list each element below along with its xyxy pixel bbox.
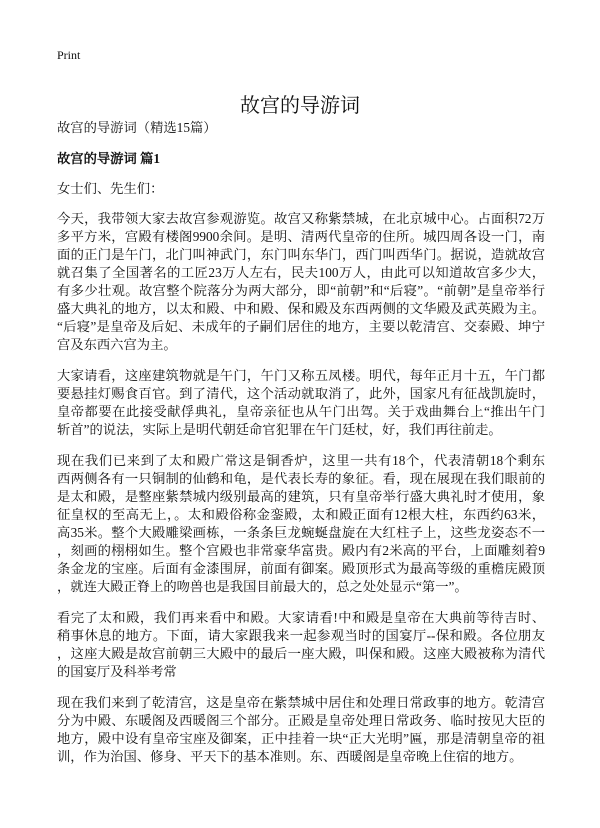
paragraph-line: 今天，我带领大家去故宫参观游览。故宫又称紫禁城，在北京城中心。占面积72万 <box>57 211 545 226</box>
paragraph <box>57 609 545 681</box>
paragraph-line: ，这座大殿是故宫前朝三大殿中的最后一座大殿，叫保和殿。这座大殿被称为清代 <box>57 646 545 661</box>
paragraph-line: 大家请看，这座建筑物就是午门，午门又称五凤楼。明代，每年正月十五，午门都 <box>57 368 545 383</box>
paragraph <box>57 452 545 596</box>
paragraph-line: 斩首”的说法，实际上是明代朝廷命官犯罪在午门廷杖，好，我们再往前走。 <box>57 422 502 437</box>
paragraph <box>57 367 545 439</box>
paragraph-line: 条金龙的宝座。后面有金漆围屏，前面有御案。殿顶形式为最高等级的重檐庑殿顶 <box>57 561 545 576</box>
paragraph-line: 的国宴厅及科举考常 <box>57 664 177 679</box>
print-link[interactable]: Print <box>57 48 81 62</box>
greeting: 女士们、先生们： <box>57 181 164 196</box>
paragraph-line: ，刻画的栩栩如生。整个宫殿也非常豪华富贵。殿内有2米高的平台，上面雕刻着9 <box>57 543 545 558</box>
document-body <box>57 210 545 779</box>
paragraph-line: 分为中殿、东暖阁及西暖阁三个部分。正殿是皇帝处理日常政务、临时按见大臣的 <box>57 713 545 728</box>
paragraph-line: ，就连大殿正脊上的吻兽也是我国目前最大的，总之处处显示“第一”。 <box>57 579 468 594</box>
section-heading: 故宫的导游词 篇1 <box>57 151 161 166</box>
paragraph-line: 要悬挂灯赐食百官。到了清代，这个活动就取消了，此外，国家凡有征战凯旋时， <box>57 386 545 401</box>
paragraph-line: 有多少壮观。故宫整个院落分为两大部分，即“前朝”和“后寝”。“前朝”是皇帝举行 <box>57 283 545 298</box>
paragraph-line: 现在我们来到了乾清宫，这是皇帝在紫禁城中居住和处理日常政事的地方。乾清宫 <box>57 695 545 710</box>
paragraph-line: 征皇权的至高无上，。太和殿俗称金銮殿，太和殿正面有12根大柱，东西约63米， <box>57 507 545 522</box>
document-subtitle: 故宫的导游词（精选15篇） <box>57 120 217 135</box>
paragraph-line: 西两侧各有一只铜制的仙鹤和龟，是代表长寿的象征。看，现在展现在我们眼前的 <box>57 471 545 486</box>
paragraph-line: 现在我们已来到了太和殿广常这是铜香炉，这里一共有18个，代表清朝18个剩东 <box>57 453 545 468</box>
document-title: 故宫的导游词 <box>240 95 360 118</box>
paragraph-line: 训，作为治国、修身、平天下的基本准则。东、西暖阁是皇帝晚上住宿的地方。 <box>57 749 523 764</box>
paragraph-line: 面的正门是午门，北门叫神武门，东门叫东华门，西门叫西华门。据说，造就故宫 <box>57 247 545 262</box>
paragraph <box>57 210 545 354</box>
paragraph <box>57 694 545 766</box>
paragraph-line: 看完了太和殿，我们再来看中和殿。大家请看!中和殿是皇帝在大典前等待吉时、 <box>57 610 545 625</box>
paragraph-line: 皇帝都要在此接受献俘典礼，皇帝亲征也从午门出驾。关于戏曲舞台上“推出午门 <box>57 404 545 419</box>
paragraph-line: 就召集了全国著名的工匠23万人左右，民夫100万人，由此可以知道故宫多少大， <box>57 265 545 280</box>
paragraph-line: 稍事休息的地方。下面，请大家跟我来一起参观当时的国宴厅--保和殿。各位朋友 <box>57 628 545 643</box>
paragraph-line: 盛大典礼的地方，以太和殿、中和殿、保和殿及东西两侧的文华殿及武英殿为主。 <box>57 301 545 316</box>
paragraph-line: 宫及东西六宫为主。 <box>57 337 177 352</box>
paragraph-line: 地方，殿中设有皇帝宝座及御案，正中挂着一块“正大光明”匾，那是清朝皇帝的祖 <box>57 731 545 746</box>
paragraph-line: 是太和殿，是整座紫禁城内级别最高的建筑，只有皇帝举行盛大典礼时才使用，象 <box>57 489 545 504</box>
paragraph-line: 高35米。整个大殿雕梁画栋，一条条巨龙蜿蜒盘旋在大红柱子上，这些龙姿态不一 <box>57 525 545 540</box>
paragraph-line: “后寝”是皇帝及后妃、未成年的子嗣们居住的地方，主要以乾清宫、交泰殿、坤宁 <box>57 319 545 334</box>
paragraph-line: 多平方米，宫殿有楼阁9900余间。是明、清两代皇帝的住所。城四周各设一门，南 <box>57 229 545 244</box>
